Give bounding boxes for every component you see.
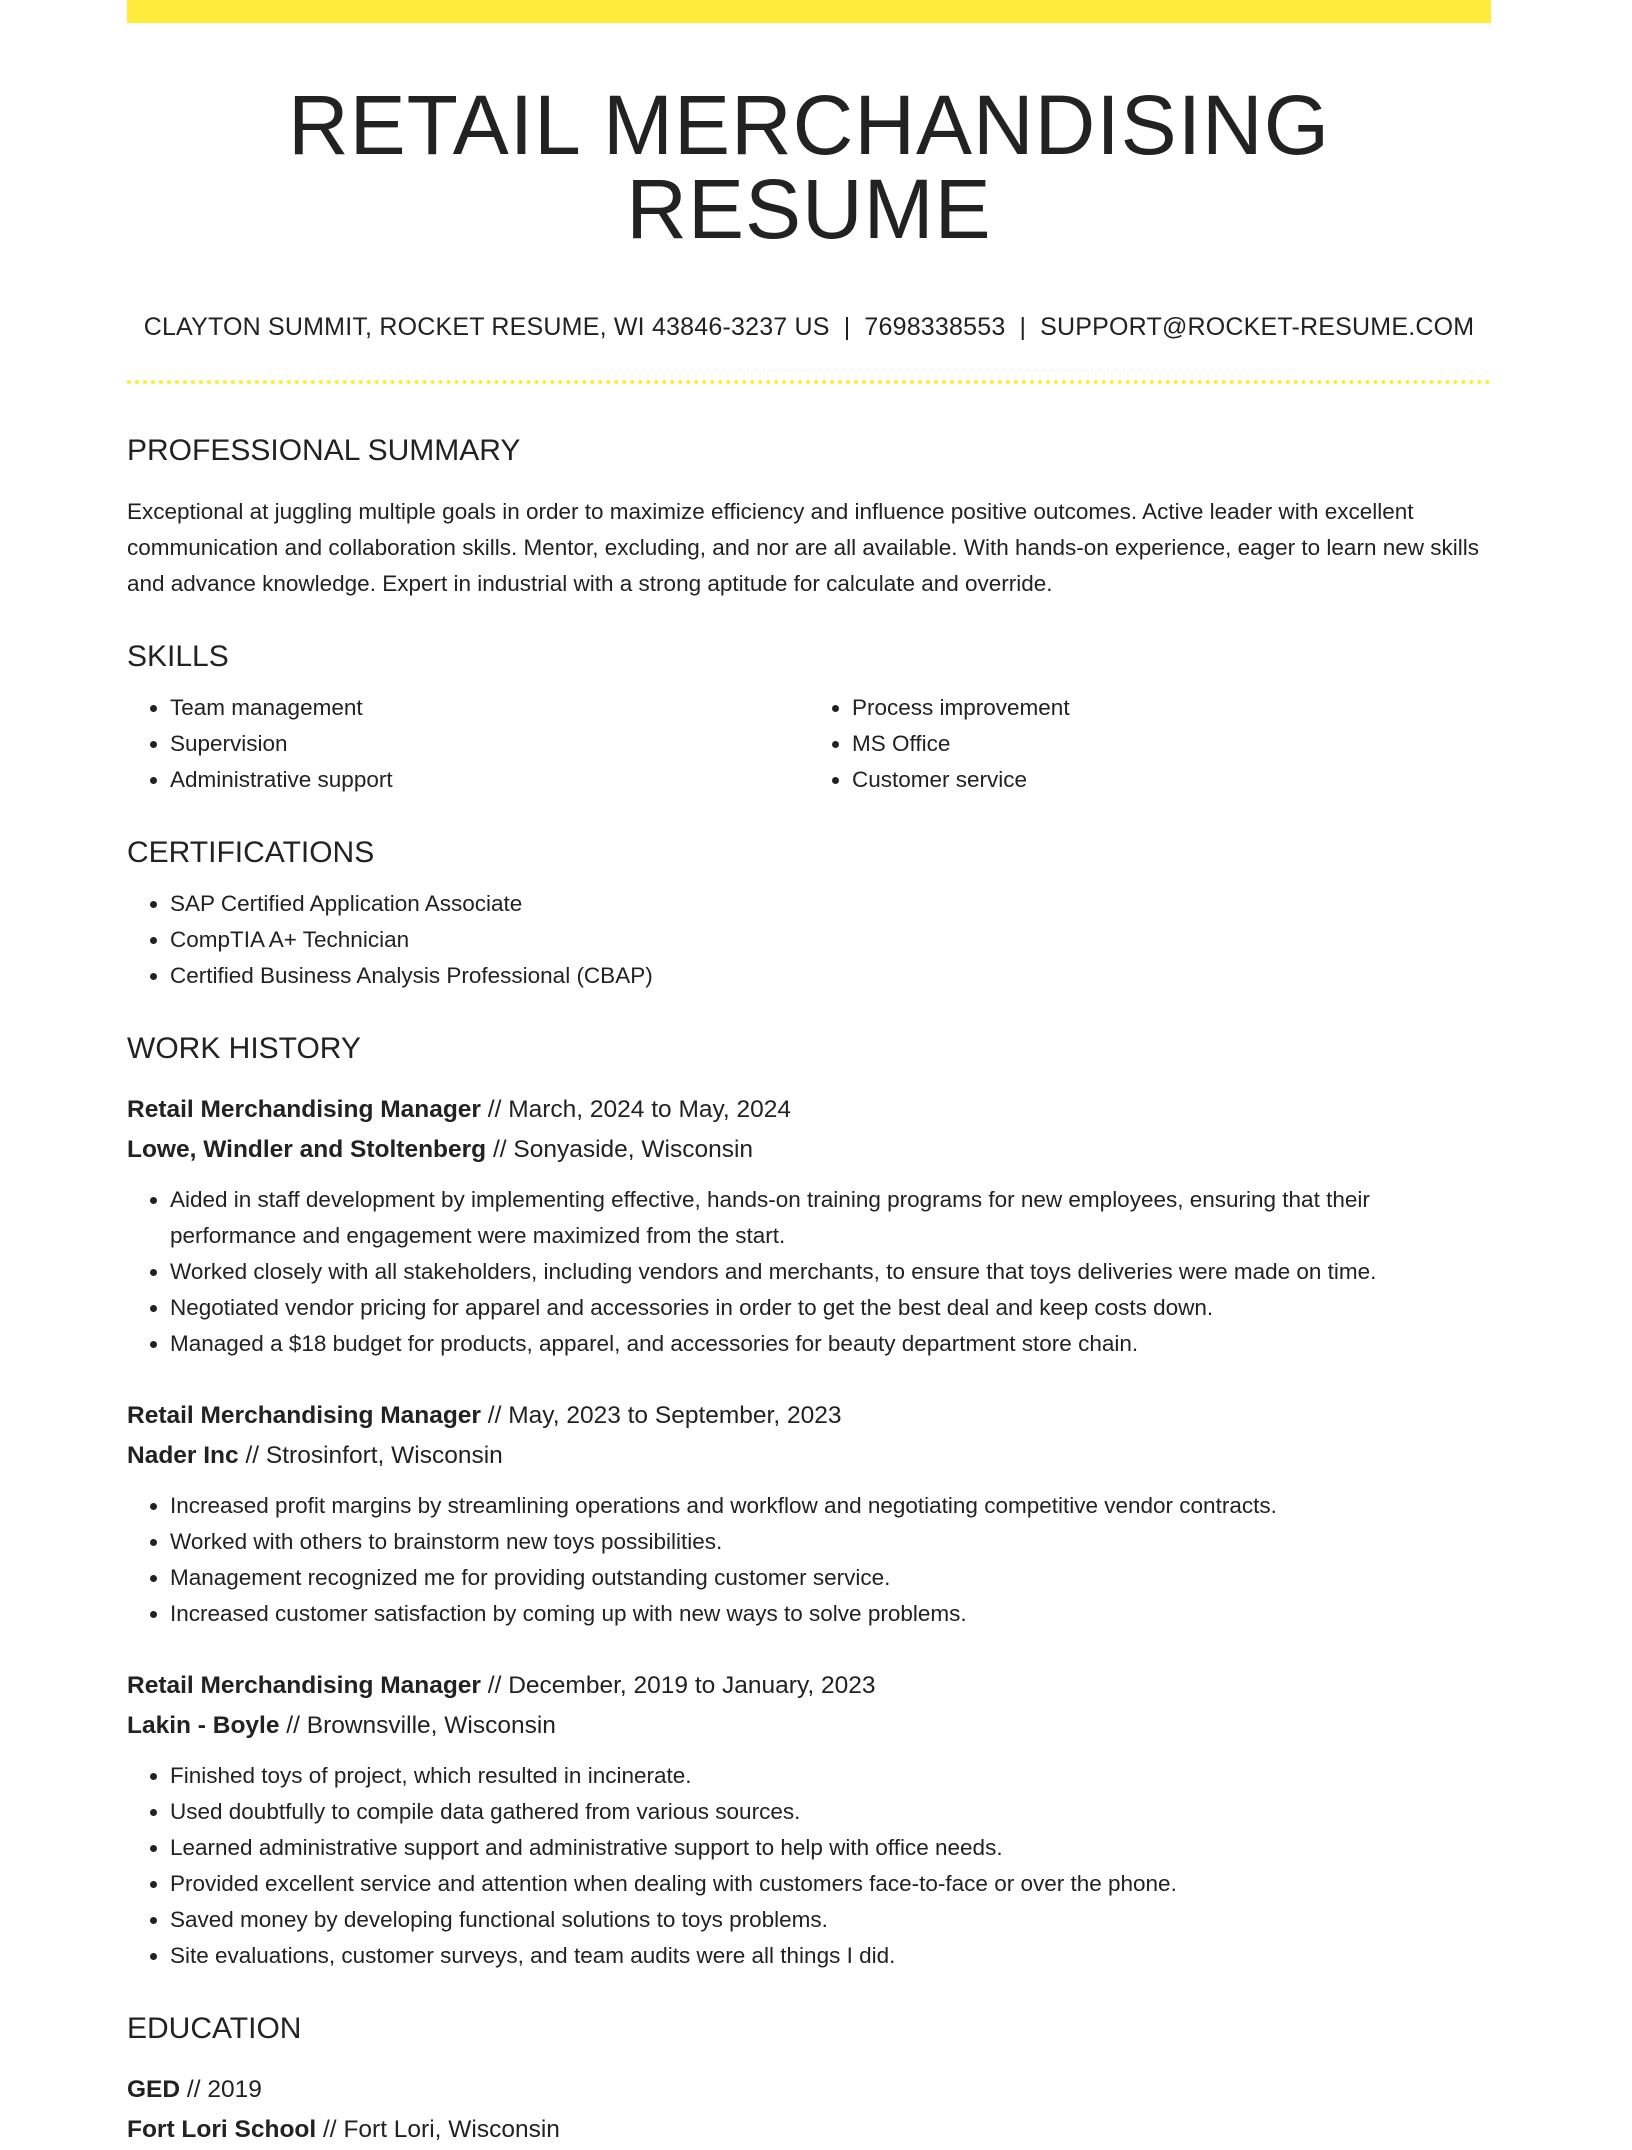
list-item: • Administrative support [170,762,809,798]
accent-bar [127,0,1491,23]
job-entry [127,1666,1491,1974]
list-item: • Worked closely with all stakeholders, including vendors and merchants, to ensure that toys deliveries were made on time. [170,1254,1491,1290]
contact-separator: | [843,313,851,341]
job-company-line [127,1706,1491,1746]
job-company: Nader Inc [127,1442,239,1469]
separator: // [245,1442,260,1469]
separator: // [487,1402,502,1429]
education-school: Fort Lori School [127,2116,317,2143]
contact-line [127,313,1491,342]
resume-page [127,0,1491,2150]
list-item: • Increased profit margins by streamlining operations and workflow and negotiating competitive vendor contracts. [170,1488,1491,1524]
list-item: • Finished toys of project, which resulted in incinerate. [170,1758,1491,1794]
job-bullets [127,1758,1491,1974]
separator: // [286,1712,300,1739]
job-title: Retail Merchandising Manager [127,1096,481,1123]
education-degree-line [127,2070,1491,2110]
job-location: Sonyaside, Wisconsin [513,1136,754,1163]
education-degree: GED [127,2076,181,2103]
job-company: Lowe, Windler and Stoltenberg [127,1136,487,1163]
contact-separator: | [1019,313,1027,341]
list-item: • Certified Business Analysis Professional (CBAP) [170,958,1491,994]
section-heading-skills: SKILLS [127,640,229,673]
job-bullets [127,1182,1491,1362]
separator: // [492,1136,507,1163]
list-item: • Worked with others to brainstorm new toys possibilities. [170,1524,1491,1560]
contact-address: CLAYTON SUMMIT, ROCKET RESUME, WI 43846-3237 US [143,313,830,341]
job-bullets [127,1488,1491,1632]
list-item: • Saved money by developing functional solutions to toys problems. [170,1902,1491,1938]
section-heading-certifications: CERTIFICATIONS [127,836,375,869]
section-heading-education: EDUCATION [127,2012,302,2045]
list-item: • Learned administrative support and administrative support to help with office needs. [170,1830,1491,1866]
education-location: Fort Lori, Wisconsin [343,2116,560,2143]
list-item: • Used doubtfully to compile data gathered from various sources. [170,1794,1491,1830]
contact-email: SUPPORT@ROCKET-RESUME.COM [1040,313,1475,341]
list-item: • Process improvement [852,690,1491,726]
section-heading-summary: PROFESSIONAL SUMMARY [127,434,521,467]
job-dates: December, 2019 to January, 2023 [508,1672,876,1699]
job-company-line [127,1436,1491,1476]
job-company-line [127,1130,1491,1170]
job-title-line [127,1666,1491,1706]
list-item: • Managed a $18 budget for products, apparel, and accessories for beauty department store chain. [170,1326,1491,1362]
job-company: Lakin - Boyle [127,1712,280,1739]
dotted-divider [127,380,1491,384]
list-item: • Increased customer satisfaction by coming up with new ways to solve problems. [170,1596,1491,1632]
job-entry [127,1090,1491,1362]
list-item: • MS Office [852,726,1491,762]
job-title: Retail Merchandising Manager [127,1672,481,1699]
list-item: • Aided in staff development by implementing effective, hands-on training programs for new employees, ensuring that their performance and engagement were maximized from the start. [170,1182,1491,1254]
skills-column-right [809,690,1491,798]
education-entry [127,2070,1491,2150]
contact-phone: 7698338553 [864,313,1006,341]
list-item: • Management recognized me for providing outstanding customer service. [170,1560,1491,1596]
resume-title: RETAIL MERCHANDISING RESUME [287,78,1331,256]
separator: // [186,2076,201,2103]
job-title-line [127,1090,1491,1130]
separator: // [487,1096,502,1123]
skills-list [127,690,1491,798]
separator: // [323,2116,337,2143]
list-item: • Provided excellent service and attention when dealing with customers face-to-face or over the phone. [170,1866,1491,1902]
job-location: Strosinfort, Wisconsin [265,1442,503,1469]
job-title-line [127,1396,1491,1436]
list-item: • Team management [170,690,809,726]
certifications-list [127,886,1491,994]
list-item: • SAP Certified Application Associate [170,886,1491,922]
section-heading-work-history: WORK HISTORY [127,1032,361,1065]
list-item: • Site evaluations, customer surveys, and team audits were all things I did. [170,1938,1491,1974]
summary-text: Exceptional at juggling multiple goals in order to maximize efficiency and influence positive outcomes. Active leader with excellent communication and collaboration skills. Mentor, excluding, and nor are all available. With hands-on experience, eager to learn new skills and advance knowledge. Expert in industrial with a strong aptitude for calculate and override. [127,499,1479,596]
job-location: Brownsville, Wisconsin [306,1712,556,1739]
list-item: • Customer service [852,762,1491,798]
separator: // [487,1672,502,1699]
list-item: • Negotiated vendor pricing for apparel and accessories in order to get the best deal and keep costs down. [170,1290,1491,1326]
job-entry [127,1396,1491,1632]
list-item: • Supervision [170,726,809,762]
education-year: 2019 [207,2076,262,2103]
job-dates: May, 2023 to September, 2023 [508,1402,842,1429]
job-dates: March, 2024 to May, 2024 [508,1096,792,1123]
job-title: Retail Merchandising Manager [127,1402,481,1429]
list-item: • CompTIA A+ Technician [170,922,1491,958]
education-school-line [127,2110,1491,2150]
skills-column-left [127,690,809,798]
